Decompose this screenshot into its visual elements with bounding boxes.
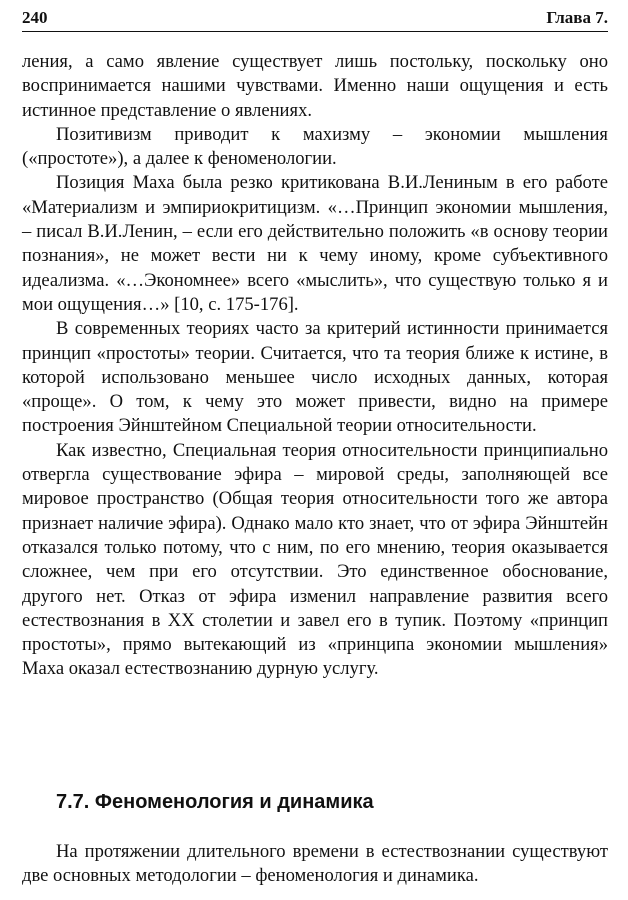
section-body xyxy=(22,840,608,889)
chapter-label: Глава 7. xyxy=(546,8,608,27)
paragraph-continued: ления, а само явление существует лишь постольку, поскольку оно воспринимается нашими чувствами. Именно наши ощущения и есть истинное представление о явлениях. xyxy=(22,51,608,121)
paragraph: Позитивизм приводит к махизму – экономии мышления («простоте»), а далее к феноменологии. xyxy=(22,123,608,170)
body-text xyxy=(22,50,608,682)
page-number: 240 xyxy=(22,8,48,27)
paragraph: Позиция Маха была резко критикована В.И.Лениным в его работе «Материализм и эмпириокритицизм. «…Принцип экономии мышления, – писал В.И.Ленин, – если его действительно положить «в основу теории познания», не может вести ни к чему иному, кроме субъективного идеализма. «…Экономнее» всего «мыслить», что существую только я и мои ощущения…» [10, с. 175-176]. xyxy=(22,172,608,315)
running-header xyxy=(22,6,608,32)
paragraph: Как известно, Специальная теория относительности принципиально отвергла существование эфира – мировой среды, заполняющей все мировое пространство (Общая теория относительности того же автора признает наличие эфира). Однако мало кто знает, что от эфира Эйнштейн отказался только потому, что с ним, по его мнению, теория оказывается сложнее, чем при его отсутствии. Это единственное обоснование, другого нет. Отказ от эфира изменил направление развития всего естествознания в XX столетии и завел его в тупик. Поэтому «принцип простоты», прямо вытекающий из «принципа экономии мышления» Маха оказал естествознанию дурную услугу. xyxy=(22,439,608,680)
section-heading: 7.7. Феноменология и динамика xyxy=(56,791,374,813)
paragraph: В современных теориях часто за критерий истинности принимается принцип «простоты» теории. Считается, что та теория ближе к истине, в которой использовано меньшее число исходных данных, которая «проще». О том, к чему это может привести, видно на примере построения Эйнштейном Специальной теории относительности. xyxy=(22,318,608,437)
paragraph: На протяжении длительного времени в естествознании существуют две основных методологии – феноменология и динамика. xyxy=(22,841,608,887)
